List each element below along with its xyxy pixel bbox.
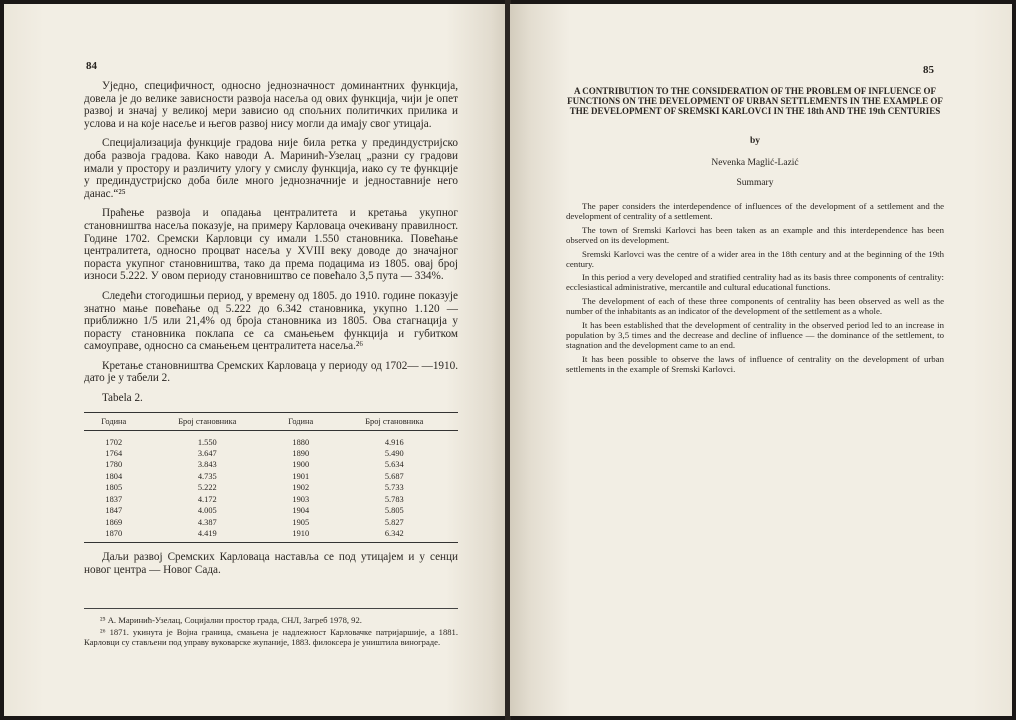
table-cell-population: 5.805 <box>384 506 404 516</box>
footnote: ²⁶ 1871. укинута је Војна граница, смањена је надлежност Карловачке патријаршије, а 1881. Карловци су стављени под управу вуковарске жупаније, 1883. филоксера је уништила винограде. <box>84 627 458 647</box>
table-cell-year: 1900 <box>292 460 310 470</box>
column-header-population: Број становника <box>331 412 458 430</box>
table-cell-year: 1847 <box>105 506 123 516</box>
table-label: Tabela 2. <box>102 392 143 405</box>
paragraph: Кретање становништва Сремских Карловаца у периоду од 1702— —1910. дато је у табели 2. <box>84 359 458 385</box>
table-cell-year: 1805 <box>105 483 123 493</box>
table-cell-population: 4.916 <box>384 437 404 447</box>
paragraph: Уједно, специфичност, односно једнозначност доминантних функција, довела је до велике зависности развоја насеља од ових функција, чији је опет развој и значај у великој мери зависио од спољних политичких прилика и услова и на које насеље и његов развој нису могли да имају свог утицаја. <box>84 80 458 130</box>
by-line: by <box>749 136 761 146</box>
table-cell-population: 5.687 <box>384 471 404 481</box>
table-cell-population: 5.634 <box>384 460 404 470</box>
right-page-body <box>566 86 944 379</box>
table-cell-year: 1901 <box>292 471 310 481</box>
table-cell-year: 1902 <box>292 483 310 493</box>
table-cell-year: 1905 <box>292 517 310 527</box>
table-cell-population: 3.647 <box>197 449 217 459</box>
table-row <box>84 517 458 528</box>
paragraph: The town of Sremski Karlovci has been taken as an example and this interdependence has been observed on its development. <box>566 224 944 245</box>
right-page-number: 85 <box>923 64 934 76</box>
summary-body <box>566 202 944 375</box>
table-cell-year: 1869 <box>105 517 123 527</box>
table-cell-year: 1910 <box>292 528 310 538</box>
left-page-body <box>84 80 458 584</box>
table-row <box>84 471 458 482</box>
paragraph: Праћење развоја и опадања централитета и кретања укупног становништва насеља показује, на примеру Карловаца очекивану правилност. Године 1702. Сремски Карловци су имали 1.550 становника. Повећање централитета, односно процват насеља у XVIII веку доводе до значајног пораста укупног становништва, тако да према подацима из 1805. овај број износи 5.222. У овом периоду становништво се повећало 3,5 пута — 334%. <box>84 207 458 283</box>
population-table <box>84 412 458 544</box>
left-page-number: 84 <box>86 60 97 72</box>
table-cell-population: 6.342 <box>384 528 404 538</box>
paragraph: The development of each of these three components of centrality has been observed as well as the number of the inhabitants as an indicator of the development of the settlement as a whole. <box>566 296 944 317</box>
paragraph: It has been possible to observe the laws of influence of centrality on the development of urban settlements in the example of Sremski Karlovci. <box>566 353 944 374</box>
table-row <box>84 494 458 505</box>
paragraph: Sremski Karlovci was the centre of a wider area in the 18th century and at the beginning of the 19th century. <box>566 248 944 269</box>
table-cell-year: 1904 <box>292 506 310 516</box>
table-row <box>84 448 458 459</box>
paragraph: In this period a very developed and stratified centrality had as its basis three components of centrality: ecclesiastical administrative, mercantile and cultural educational functions. <box>566 272 944 293</box>
table-cell-population: 4.172 <box>197 494 217 504</box>
table-body <box>84 430 458 543</box>
footnote: ²⁵ А. Маринић-Узелац, Социјални простор града, СНЛ, Загреб 1978, 92. <box>100 615 362 625</box>
table-cell-population: 5.733 <box>384 483 404 493</box>
table-cell-population: 5.783 <box>384 494 404 504</box>
table-cell-population: 4.387 <box>197 517 217 527</box>
table-cell-year: 1764 <box>105 449 123 459</box>
table-cell-population: 5.827 <box>384 517 404 527</box>
paragraph: Следећи стогодишњи период, у времену од 1805. до 1910. године показује знатно мање повећање од 5.222 до 6.342 становника, укупно 1.120 — приближно 1/5 или 21,4% од броја становника из 1805. Ова стагнација у порасту становника поклапа се са смањењем функција и губитком самоуправе, односно са смањењем централитета насеља.²⁶ <box>84 289 458 353</box>
paragraph: It has been established that the development of centrality in the observed period led to an increase in population by 3,5 times and the decrease and decline of influence — the dominance of the settlement, to stagnation and the development came to an end. <box>566 320 944 350</box>
footnotes <box>84 608 458 649</box>
table-cell-year: 1804 <box>105 471 123 481</box>
table-cell-population: 4.005 <box>197 506 217 516</box>
table-cell-year: 1702 <box>105 437 123 447</box>
table-cell-year: 1837 <box>105 494 123 504</box>
table-cell-year: 1870 <box>105 528 123 538</box>
table-row <box>84 528 458 543</box>
article-title: A CONTRIBUTION TO THE CONSIDERATION OF THE PROBLEM OF INFLUENCE OF FUNCTIONS ON THE DEVELOPMENT OF URBAN SETTLEMENTS IN THE EXAMPLE OF THE DEVELOPMENT OF SREMSKI KARLOVCI IN THE 18th AND THE 19th CENTURIES <box>567 86 943 116</box>
table-cell-population: 4.419 <box>197 528 217 538</box>
column-header-population: Број становника <box>144 412 271 430</box>
table-cell-population: 4.735 <box>197 471 217 481</box>
table-cell-population: 1.550 <box>197 437 217 447</box>
column-header-year: Година <box>84 412 144 430</box>
table-cell-year: 1780 <box>105 460 123 470</box>
summary-heading: Summary <box>736 178 774 188</box>
table-row <box>84 430 458 448</box>
table-header-row <box>84 412 458 430</box>
paragraph: Специјализација функције градова није била ретка у прединдустријско доба развоја градова. Како наводи А. Маринић-Узелац „разни су градови имали у простору и различиту улогу у смислу функција, иако су те функције у прединдустријско доба биле много једнозначније и једноставније него данас.“²⁵ <box>84 137 458 200</box>
table-row <box>84 459 458 470</box>
paragraph: Даљи развој Сремских Карловаца наставља се под утицајем и у сенци новог центра — Новог Сада. <box>84 551 458 576</box>
table-row <box>84 482 458 493</box>
table-cell-year: 1890 <box>292 449 310 459</box>
table-row <box>84 505 458 516</box>
column-header-year: Година <box>271 412 331 430</box>
table-cell-population: 5.222 <box>197 483 217 493</box>
author-name: Nevenka Maglić-Lazić <box>711 158 799 168</box>
paragraph: The paper considers the interdependence of influences of the development of a settlement and the development of centrality of a settlement. <box>566 201 944 221</box>
table-cell-population: 3.843 <box>197 460 217 470</box>
table-cell-year: 1880 <box>292 437 310 447</box>
table-cell-year: 1903 <box>292 494 310 504</box>
table-cell-population: 5.490 <box>384 449 404 459</box>
